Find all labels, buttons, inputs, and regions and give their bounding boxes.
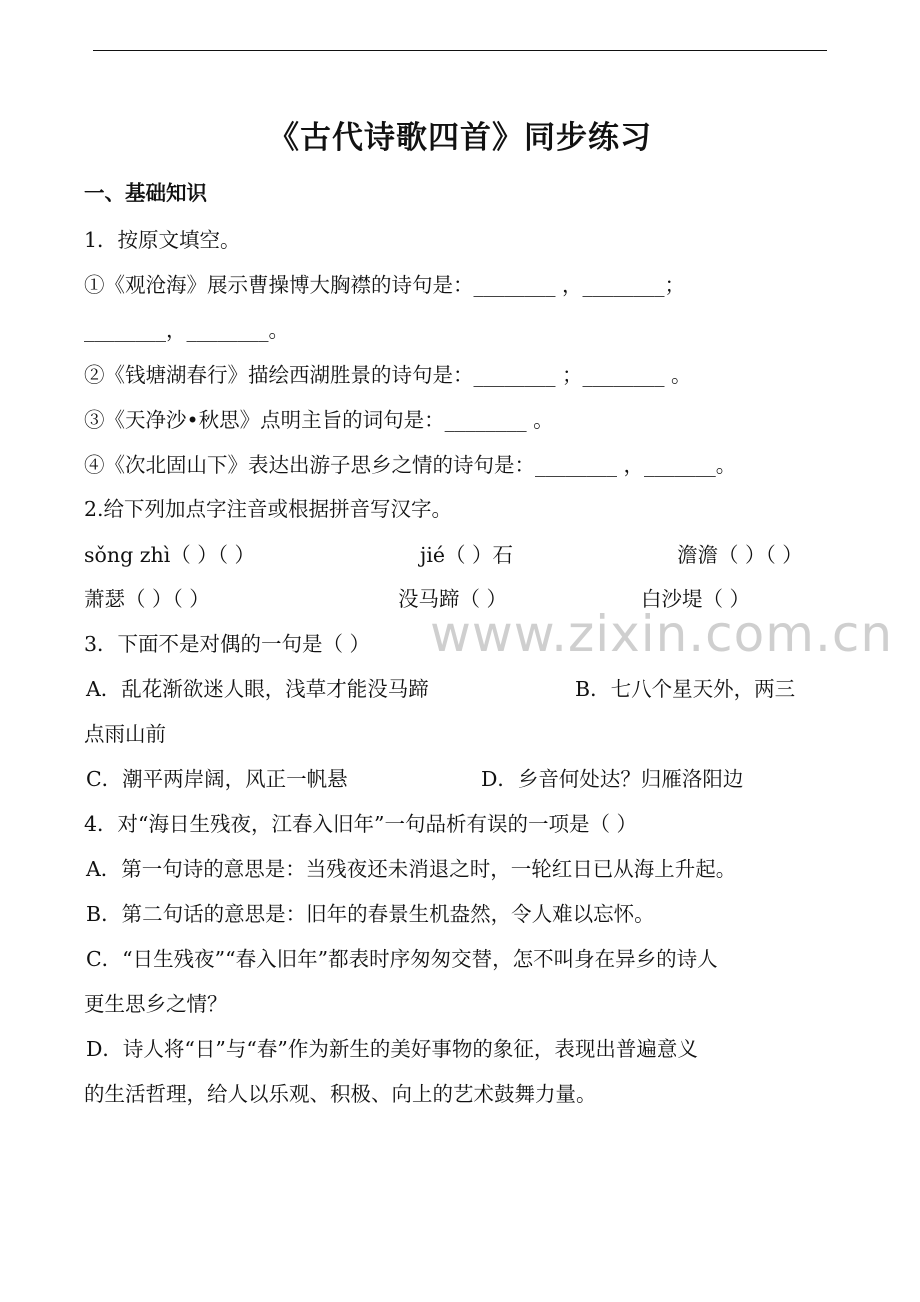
question-3-option-b: B．七八个星天外，两三	[575, 677, 796, 701]
question-4-option-d: D．诗人将“日”与“春”作为新生的美好事物的象征，表现出普遍意义	[86, 1037, 698, 1061]
question-4-option-c: C．“日生残夜”“春入旧年”都表时序匆匆交替，怎不叫身在异乡的诗人	[86, 947, 718, 971]
question-3-option-d: D．乡音何处达？归雁洛阳边	[481, 767, 744, 791]
question-1-item-4: ④《次北固山下》表达出游子思乡之情的诗句是：________ ，_______。	[84, 453, 737, 477]
watermark-text: www.zixin.com.cn	[430, 605, 894, 663]
question-3-option-b-continued: 点雨山前	[84, 722, 166, 746]
question-1-item-1-line-1: ①《观沧海》展示曹操博大胸襟的诗句是：________ ，________；	[84, 273, 686, 297]
question-2-row-2-item-3: 白沙堤（ ）	[641, 587, 751, 611]
question-2-row-1-item-3: 澹澹（ ）（ ）	[677, 543, 803, 567]
question-2-row-1-item-1: sǒng zhì（ ）（ ）	[84, 543, 256, 567]
question-2-row-2-item-1: 萧瑟（ ）（ ）	[84, 587, 210, 611]
page-title: 《古代诗歌四首》同步练习	[268, 120, 652, 156]
question-3-option-c: C．潮平两岸阔，风正一帆悬	[86, 767, 348, 791]
section-heading: 一、基础知识	[84, 181, 207, 205]
question-4-stem: 4．对“海日生残夜，江春入旧年”一句品析有误的一项是（ ）	[84, 812, 638, 836]
question-3-stem: 3．下面不是对偶的一句是（ ）	[84, 632, 371, 656]
question-1-item-3: ③《天净沙•秋思》点明主旨的词句是：________ 。	[84, 408, 554, 432]
question-1-item-1-line-2: ________，________。	[84, 318, 289, 342]
question-3-option-a: A．乱花渐欲迷人眼，浅草才能没马蹄	[86, 677, 429, 701]
question-2-row-1-item-2: jié（ ）石	[420, 543, 514, 567]
question-4-option-c-continued: 更生思乡之情？	[84, 992, 228, 1016]
question-4-option-d-continued: 的生活哲理，给人以乐观、积极、向上的艺术鼓舞力量。	[84, 1082, 597, 1106]
question-2-row-2-item-2: 没马蹄（ ）	[398, 587, 508, 611]
question-4-option-b: B．第二句话的意思是：旧年的春景生机盎然，令人难以忘怀。	[86, 902, 655, 926]
header-rule	[93, 50, 827, 51]
question-4-option-a: A．第一句诗的意思是：当残夜还未消退之时，一轮红日已从海上升起。	[86, 857, 737, 881]
question-1-item-2: ②《钱塘湖春行》描绘西湖胜景的诗句是：________ ；________ 。	[84, 363, 692, 387]
question-1-stem: 1．按原文填空。	[84, 228, 241, 252]
question-2-stem: 2.给下列加点字注音或根据拼音写汉字。	[84, 497, 453, 521]
